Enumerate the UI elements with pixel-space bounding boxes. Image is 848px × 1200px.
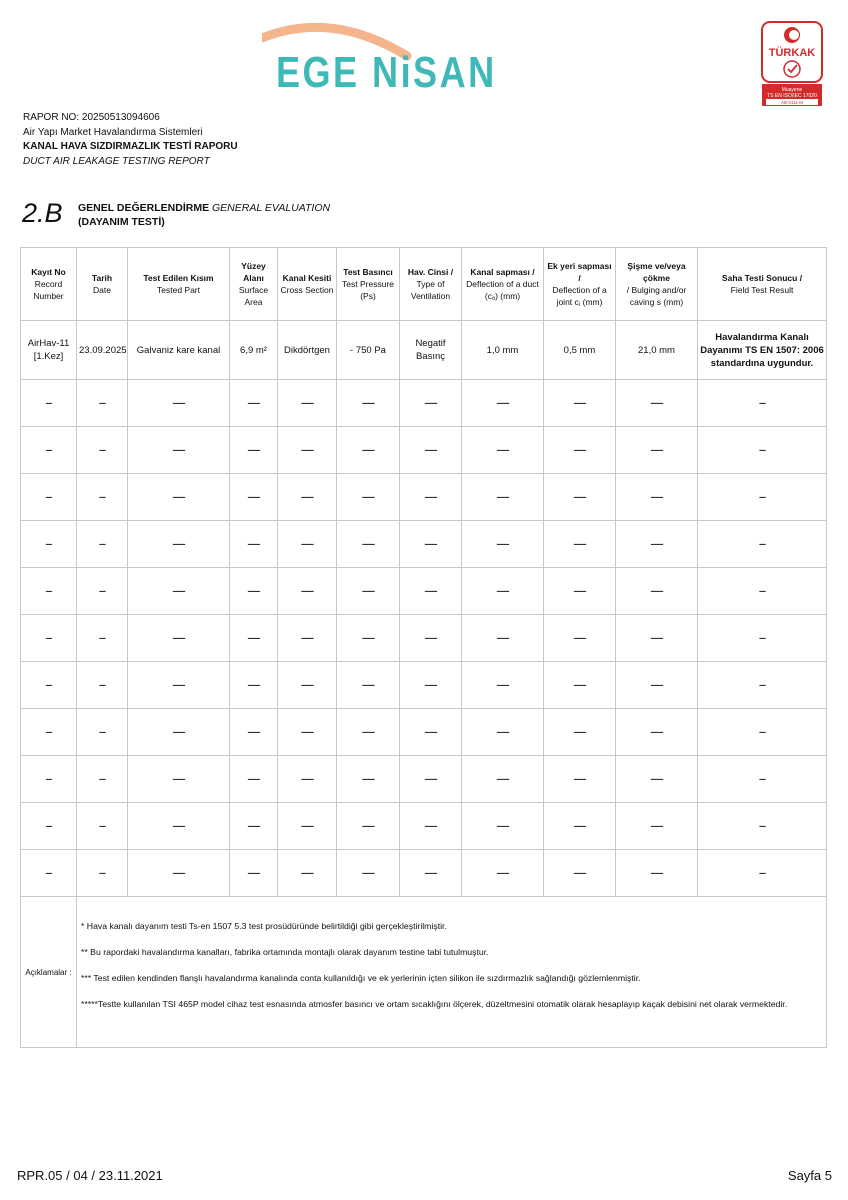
empty-cell: ------: [337, 568, 400, 615]
empty-cell: ------: [128, 380, 230, 427]
empty-table-row: [21, 850, 827, 897]
empty-cell: ------: [278, 709, 337, 756]
empty-cell: ------: [230, 756, 278, 803]
empty-cell: ---: [698, 615, 827, 662]
empty-cell: ---: [698, 521, 827, 568]
column-header-tr: Test Basıncı: [343, 267, 393, 277]
table-cell: 23.09.2025: [77, 321, 128, 380]
empty-cell: ------: [230, 380, 278, 427]
empty-cell: ------: [278, 568, 337, 615]
empty-cell: ------: [230, 662, 278, 709]
empty-cell: ------: [616, 662, 698, 709]
column-header-en: Type of Ventilation: [410, 279, 451, 301]
empty-cell: ------: [400, 427, 462, 474]
table-cell: - 750 Pa: [337, 321, 400, 380]
column-header-tr: Tarih: [91, 273, 113, 283]
table-cell: 1,0 mm: [462, 321, 544, 380]
empty-cell: ---: [698, 850, 827, 897]
empty-cell: ------: [400, 474, 462, 521]
section-title-tr: GENEL DEĞERLENDİRME: [78, 202, 210, 214]
empty-cell: ------: [616, 756, 698, 803]
empty-cell: ---: [698, 709, 827, 756]
column-header-tr: Yüzey Alanı: [241, 261, 266, 283]
empty-cell: ------: [544, 850, 616, 897]
empty-cell: ------: [400, 709, 462, 756]
empty-cell: ------: [337, 521, 400, 568]
empty-cell: ------: [278, 380, 337, 427]
empty-table-row: [21, 568, 827, 615]
empty-cell: ------: [462, 615, 544, 662]
empty-cell: ---: [698, 427, 827, 474]
empty-cell: ------: [230, 474, 278, 521]
empty-cell: ------: [462, 662, 544, 709]
empty-table-row: [21, 709, 827, 756]
evaluation-table: [20, 247, 827, 1048]
column-header-en: Test Pressure (Ps): [342, 279, 394, 301]
column-header: [616, 248, 698, 321]
empty-cell: ------: [128, 662, 230, 709]
column-header: [337, 248, 400, 321]
empty-cell: ---: [698, 803, 827, 850]
empty-cell: ---: [77, 380, 128, 427]
empty-cell: ------: [462, 756, 544, 803]
empty-cell: ------: [616, 427, 698, 474]
empty-cell: ------: [337, 474, 400, 521]
column-header: [278, 248, 337, 321]
remark-item: *****Testte kullanılan TSI 465P model cihaz test esnasında atmosfer basıncı ve ortam sıcaklığını ölçerek, düzeltmesini otomatik olarak hesaplayıp kaçak debisini net olarak vermektedir.: [81, 999, 788, 1009]
column-header-tr: Ek yeri sapması /: [547, 261, 612, 283]
column-header: [21, 248, 77, 321]
empty-cell: ------: [278, 521, 337, 568]
empty-cell: ------: [400, 380, 462, 427]
empty-cell: ------: [616, 568, 698, 615]
empty-cell: ------: [544, 427, 616, 474]
empty-cell: ---: [21, 709, 77, 756]
column-header-en: Surface Area: [238, 285, 269, 307]
column-header-en: Field Test Result: [730, 285, 794, 295]
empty-cell: ---: [77, 756, 128, 803]
company-name: Air Yapı Market Havalandırma Sistemleri: [23, 126, 203, 138]
empty-cell: ------: [462, 568, 544, 615]
empty-table-row: [21, 756, 827, 803]
column-header: [230, 248, 278, 321]
column-header: [400, 248, 462, 321]
empty-cell: ---: [77, 662, 128, 709]
table-row: [21, 321, 827, 380]
empty-cell: ------: [128, 427, 230, 474]
empty-cell: ------: [337, 756, 400, 803]
empty-cell: ------: [230, 709, 278, 756]
table-cell: Galvaniz kare kanal: [128, 321, 230, 380]
empty-cell: ---: [21, 380, 77, 427]
empty-cell: ---: [21, 803, 77, 850]
empty-cell: ------: [400, 662, 462, 709]
empty-cell: ---: [21, 521, 77, 568]
table-cell: Dikdörtgen: [278, 321, 337, 380]
remark-item: *** Test edilen kendinden flanşlı havalandırma kanalında conta kullanıldığı ve ek yerlerinin içten silikon ile sızdırmazlık sağlandığı gözlemlenmiştir.: [81, 973, 641, 983]
empty-cell: ------: [544, 380, 616, 427]
column-header-tr: Test Edilen Kısım: [143, 273, 214, 283]
empty-cell: ------: [230, 615, 278, 662]
ege-nisan-logo: [262, 18, 497, 106]
empty-cell: ---: [21, 850, 77, 897]
table-cell: 21,0 mm: [616, 321, 698, 380]
empty-cell: ------: [337, 615, 400, 662]
column-header-en: Deflection of a joint cⱼ (mm): [552, 285, 607, 307]
empty-cell: ------: [230, 803, 278, 850]
empty-cell: ---: [21, 474, 77, 521]
empty-cell: ------: [400, 803, 462, 850]
empty-table-row: [21, 615, 827, 662]
empty-cell: ------: [230, 850, 278, 897]
column-header: [698, 248, 827, 321]
column-header-en: Deflection of a duct (cₐ) (mm): [466, 279, 539, 301]
empty-cell: ---: [21, 756, 77, 803]
empty-cell: ---: [698, 756, 827, 803]
report-meta: [23, 111, 238, 169]
empty-cell: ------: [337, 850, 400, 897]
empty-table-row: [21, 662, 827, 709]
empty-cell: ------: [128, 474, 230, 521]
empty-cell: ------: [462, 803, 544, 850]
column-header: [77, 248, 128, 321]
report-title-tr: KANAL HAVA SIZDIRMAZLIK TESTİ RAPORU: [23, 141, 238, 152]
empty-cell: ---: [21, 568, 77, 615]
column-header: [544, 248, 616, 321]
empty-cell: ------: [400, 850, 462, 897]
empty-cell: ------: [128, 568, 230, 615]
empty-cell: ------: [544, 709, 616, 756]
table-cell: AirHav-11 [1.Kez]: [21, 321, 77, 380]
empty-cell: ------: [230, 568, 278, 615]
column-header: [128, 248, 230, 321]
empty-cell: ------: [616, 521, 698, 568]
svg-text:Muayene: Muayene: [781, 87, 803, 93]
table-cell: 0,5 mm: [544, 321, 616, 380]
empty-cell: ------: [462, 709, 544, 756]
empty-cell: ---: [698, 474, 827, 521]
report-number: RAPOR NO: 20250513094606: [23, 112, 160, 123]
column-header-tr: Kayıt No: [31, 267, 66, 277]
table-header-row: [21, 248, 827, 321]
empty-cell: ------: [128, 521, 230, 568]
empty-table-row: [21, 803, 827, 850]
empty-table-row: [21, 380, 827, 427]
empty-cell: ------: [462, 427, 544, 474]
empty-cell: ------: [278, 615, 337, 662]
empty-cell: ------: [544, 474, 616, 521]
empty-cell: ------: [544, 615, 616, 662]
turkak-accreditation-logo: [760, 20, 824, 108]
column-header-tr: Kanal sapması /: [470, 267, 535, 277]
empty-cell: ------: [462, 380, 544, 427]
column-header-tr: Hav. Cinsi /: [407, 267, 454, 277]
empty-cell: ------: [462, 850, 544, 897]
empty-cell: ------: [278, 756, 337, 803]
empty-cell: ------: [544, 803, 616, 850]
empty-cell: ---: [77, 709, 128, 756]
empty-cell: ---: [77, 615, 128, 662]
report-title-en: DUCT AIR LEAKAGE TESTING REPORT: [23, 155, 210, 167]
empty-cell: ------: [462, 474, 544, 521]
empty-cell: ---: [77, 803, 128, 850]
empty-cell: ---: [698, 568, 827, 615]
empty-cell: ------: [278, 427, 337, 474]
empty-cell: ------: [128, 850, 230, 897]
svg-text:AB-0111-M: AB-0111-M: [780, 100, 804, 105]
empty-cell: ------: [616, 380, 698, 427]
empty-table-row: [21, 521, 827, 568]
empty-cell: ------: [278, 850, 337, 897]
empty-cell: ------: [337, 803, 400, 850]
remark-item: ** Bu rapordaki havalandırma kanalları, fabrika ortamında montajlı olarak dayanım testine tabi tutulmuştur.: [81, 947, 489, 957]
column-header-tr: Kanal Kesiti: [282, 273, 332, 283]
column-header-en: / Bulging and/or caving s (mm): [626, 285, 687, 307]
remarks-row: [21, 897, 827, 1048]
empty-cell: ------: [278, 474, 337, 521]
document-code: RPR.05 / 04 / 23.11.2021: [17, 1168, 163, 1183]
column-header-en: Date: [93, 285, 111, 295]
empty-cell: ------: [337, 427, 400, 474]
empty-cell: ------: [230, 427, 278, 474]
empty-table-row: [21, 474, 827, 521]
empty-cell: ------: [400, 615, 462, 662]
empty-cell: ------: [337, 662, 400, 709]
empty-cell: ------: [128, 803, 230, 850]
table-cell: Havalandırma Kanalı Dayanımı TS EN 1507: 2006 standardına uygundur.: [698, 321, 827, 380]
table-cell: 6,9 m²: [230, 321, 278, 380]
empty-cell: ------: [462, 521, 544, 568]
column-header-en: Record Number: [33, 279, 64, 301]
empty-cell: ------: [278, 803, 337, 850]
empty-cell: ------: [230, 521, 278, 568]
empty-cell: ---: [21, 662, 77, 709]
empty-cell: ------: [128, 756, 230, 803]
empty-cell: ------: [544, 521, 616, 568]
svg-text:TS EN ISO/IEC 17020: TS EN ISO/IEC 17020: [767, 93, 817, 99]
empty-cell: ------: [544, 662, 616, 709]
empty-cell: ------: [337, 709, 400, 756]
logo-text: EGE NiSAN: [276, 48, 497, 97]
empty-cell: ------: [616, 615, 698, 662]
empty-cell: ------: [544, 756, 616, 803]
empty-cell: ---: [21, 615, 77, 662]
table-cell: Negatif Basınç: [400, 321, 462, 380]
empty-cell: ---: [77, 521, 128, 568]
column-header-en: Cross Section: [280, 285, 334, 295]
empty-cell: ------: [616, 474, 698, 521]
empty-table-row: [21, 427, 827, 474]
empty-cell: ------: [616, 709, 698, 756]
empty-cell: ------: [278, 662, 337, 709]
empty-cell: ---: [77, 568, 128, 615]
section-title-en: GENERAL EVALUATION: [212, 202, 331, 214]
remark-item: * Hava kanalı dayanım testi Ts-en 1507 5.3 test prosüdüründe belirtildiği gibi gerçekleştirilmiştir.: [81, 921, 447, 931]
remarks-text: [77, 897, 827, 1048]
svg-text:TÜRKAK: TÜRKAK: [768, 47, 816, 59]
column-header-tr: Şişme ve/veya çökme: [627, 261, 686, 283]
empty-cell: ------: [128, 709, 230, 756]
column-header: [462, 248, 544, 321]
section-number: 2.B: [22, 198, 63, 228]
remarks-label: Açıklamalar :: [21, 897, 77, 1048]
empty-cell: ---: [698, 662, 827, 709]
empty-cell: ---: [77, 850, 128, 897]
page-number: Sayfa 5: [787, 1168, 832, 1183]
empty-cell: ---: [77, 474, 128, 521]
empty-cell: ------: [400, 521, 462, 568]
empty-cell: ---: [698, 380, 827, 427]
empty-cell: ------: [128, 615, 230, 662]
empty-cell: ------: [337, 380, 400, 427]
empty-cell: ------: [400, 756, 462, 803]
empty-cell: ---: [77, 427, 128, 474]
empty-cell: ------: [544, 568, 616, 615]
empty-cell: ------: [616, 850, 698, 897]
empty-cell: ------: [616, 803, 698, 850]
section-subtitle: (DAYANIM TESTİ): [78, 216, 165, 228]
column-header-en: Tested Part: [157, 285, 200, 295]
column-header-tr: Saha Testi Sonucu /: [721, 273, 803, 283]
empty-cell: ---: [21, 427, 77, 474]
empty-cell: ------: [400, 568, 462, 615]
